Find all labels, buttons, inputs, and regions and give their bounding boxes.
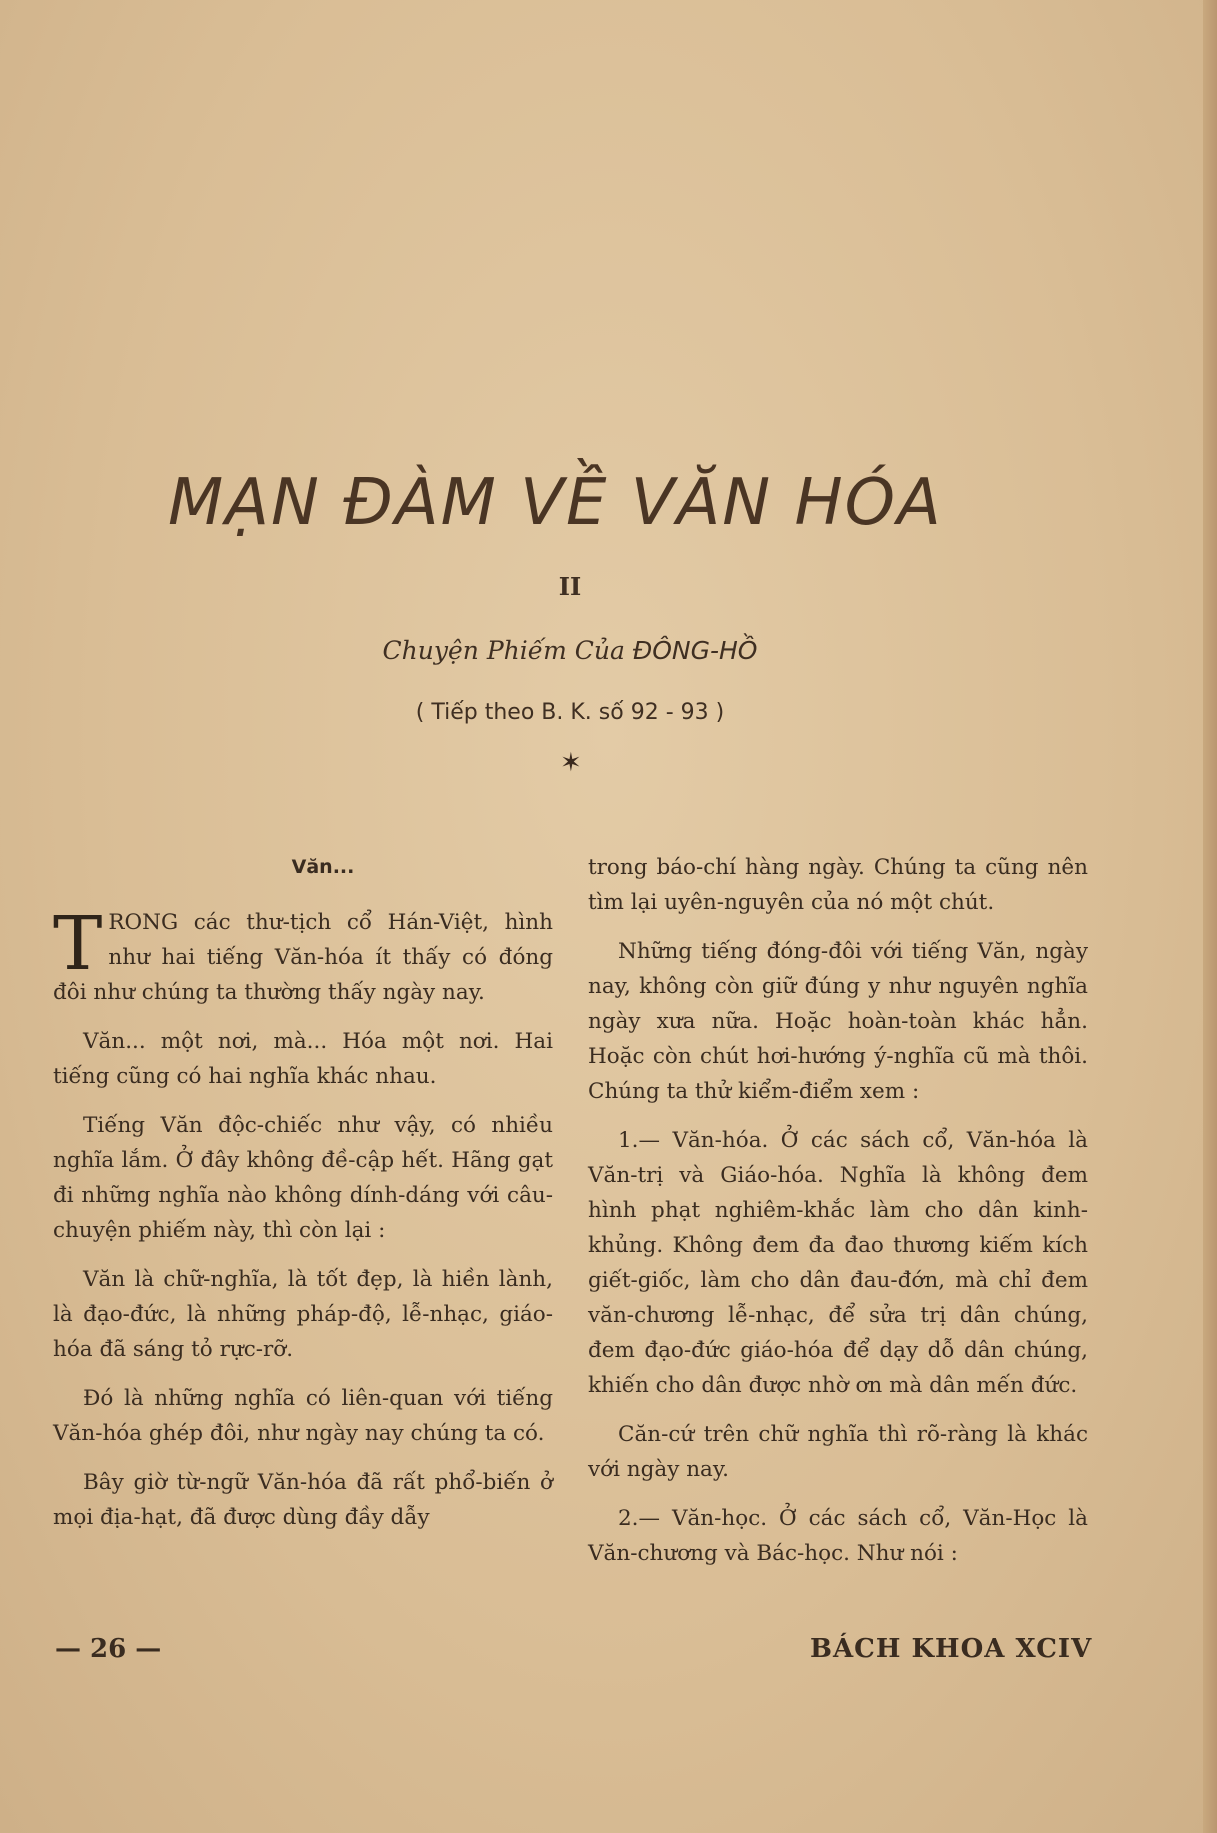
byline-prefix: Chuyện Phiếm Của	[382, 636, 625, 665]
paragraph: Đó là những nghĩa có liên-quan với tiếng Văn-hóa ghép đôi, như ngày nay chúng ta có.	[53, 1386, 553, 1446]
first-paragraph	[53, 901, 553, 1010]
first-paragraph-text: RONG các thư-tịch cổ Hán-Việt, hình như hai tiếng Văn-hóa ít thấy có đóng đôi như chúng ta thường thấy ngày nay.	[53, 910, 553, 1005]
paragraph: Những tiếng đóng-đôi với tiếng Văn, ngày nay, không còn giữ đúng y như nguyên nghĩa ngày xưa nữa. Hoặc hoàn-toàn khác hẳn. Hoặc còn chút hơi-hướng ý-nghĩa cũ mà thôi. Chúng ta thử kiểm-điểm xem :	[588, 939, 1088, 1104]
byline-author: ĐÔNG-HỒ	[632, 636, 758, 665]
paragraph: Căn-cứ trên chữ nghĩa thì rõ-ràng là khác với ngày nay.	[588, 1422, 1088, 1482]
paragraph: Văn là chữ-nghĩa, là tốt đẹp, là hiền lành, là đạo-đức, là những pháp-độ, lễ-nhạc, giáo-hóa đã sáng tỏ rực-rỡ.	[53, 1267, 553, 1362]
byline	[0, 636, 1140, 665]
left-column	[53, 850, 553, 1549]
article-title: MẠN ĐÀM VỀ VĂN HÓA	[168, 466, 943, 540]
publication-name: BÁCH KHOA XCIV	[810, 1634, 1093, 1664]
continuation-paragraph: trong báo-chí hàng ngày. Chúng ta cũng nên tìm lại uyên-nguyên của nó một chút.	[588, 855, 1088, 915]
drop-cap: T	[53, 901, 103, 987]
star-ornament: ✶	[560, 748, 582, 778]
paragraph: Văn... một nơi, mà... Hóa một nơi. Hai tiếng cũng có hai nghĩa khác nhau.	[53, 1029, 553, 1089]
paragraph: 2.— Văn-học. Ở các sách cổ, Văn-Học là Văn-chương và Bác-học. Như nói :	[588, 1506, 1088, 1566]
part-number: II	[558, 572, 582, 601]
page-edge	[1203, 0, 1217, 1833]
continued-note: ( Tiếp theo B. K. số 92 - 93 )	[415, 700, 725, 725]
paragraph: Tiếng Văn độc-chiếc như vậy, có nhiều nghĩa lắm. Ở đây không đề-cập hết. Hãng gạt đi những nghĩa nào không dính-dáng với câu-chuyện phiếm này, thì còn lại :	[53, 1113, 553, 1243]
page-number: — 26 —	[55, 1634, 162, 1664]
paragraph: 1.— Văn-hóa. Ở các sách cổ, Văn-hóa là Văn-trị và Giáo-hóa. Nghĩa là không đem hình phạt nghiêm-khắc làm cho dân kinh-khủng. Không đem đa đao thương kiếm kích giết-giốc, làm cho dân đau-đớn, mà chỉ đem văn-chương lễ-nhạc, để sửa trị dân chúng, đem đạo-đức giáo-hóa để dạy dỗ dân chúng, khiến cho dân được nhờ ơn mà dân mến đức.	[588, 1128, 1088, 1398]
section-heading: Văn...	[291, 856, 355, 878]
right-column	[588, 850, 1088, 1585]
paragraph: Bây giờ từ-ngữ Văn-hóa đã rất phổ-biến ở mọi địa-hạt, đã được dùng đầy dẫy	[53, 1470, 553, 1530]
